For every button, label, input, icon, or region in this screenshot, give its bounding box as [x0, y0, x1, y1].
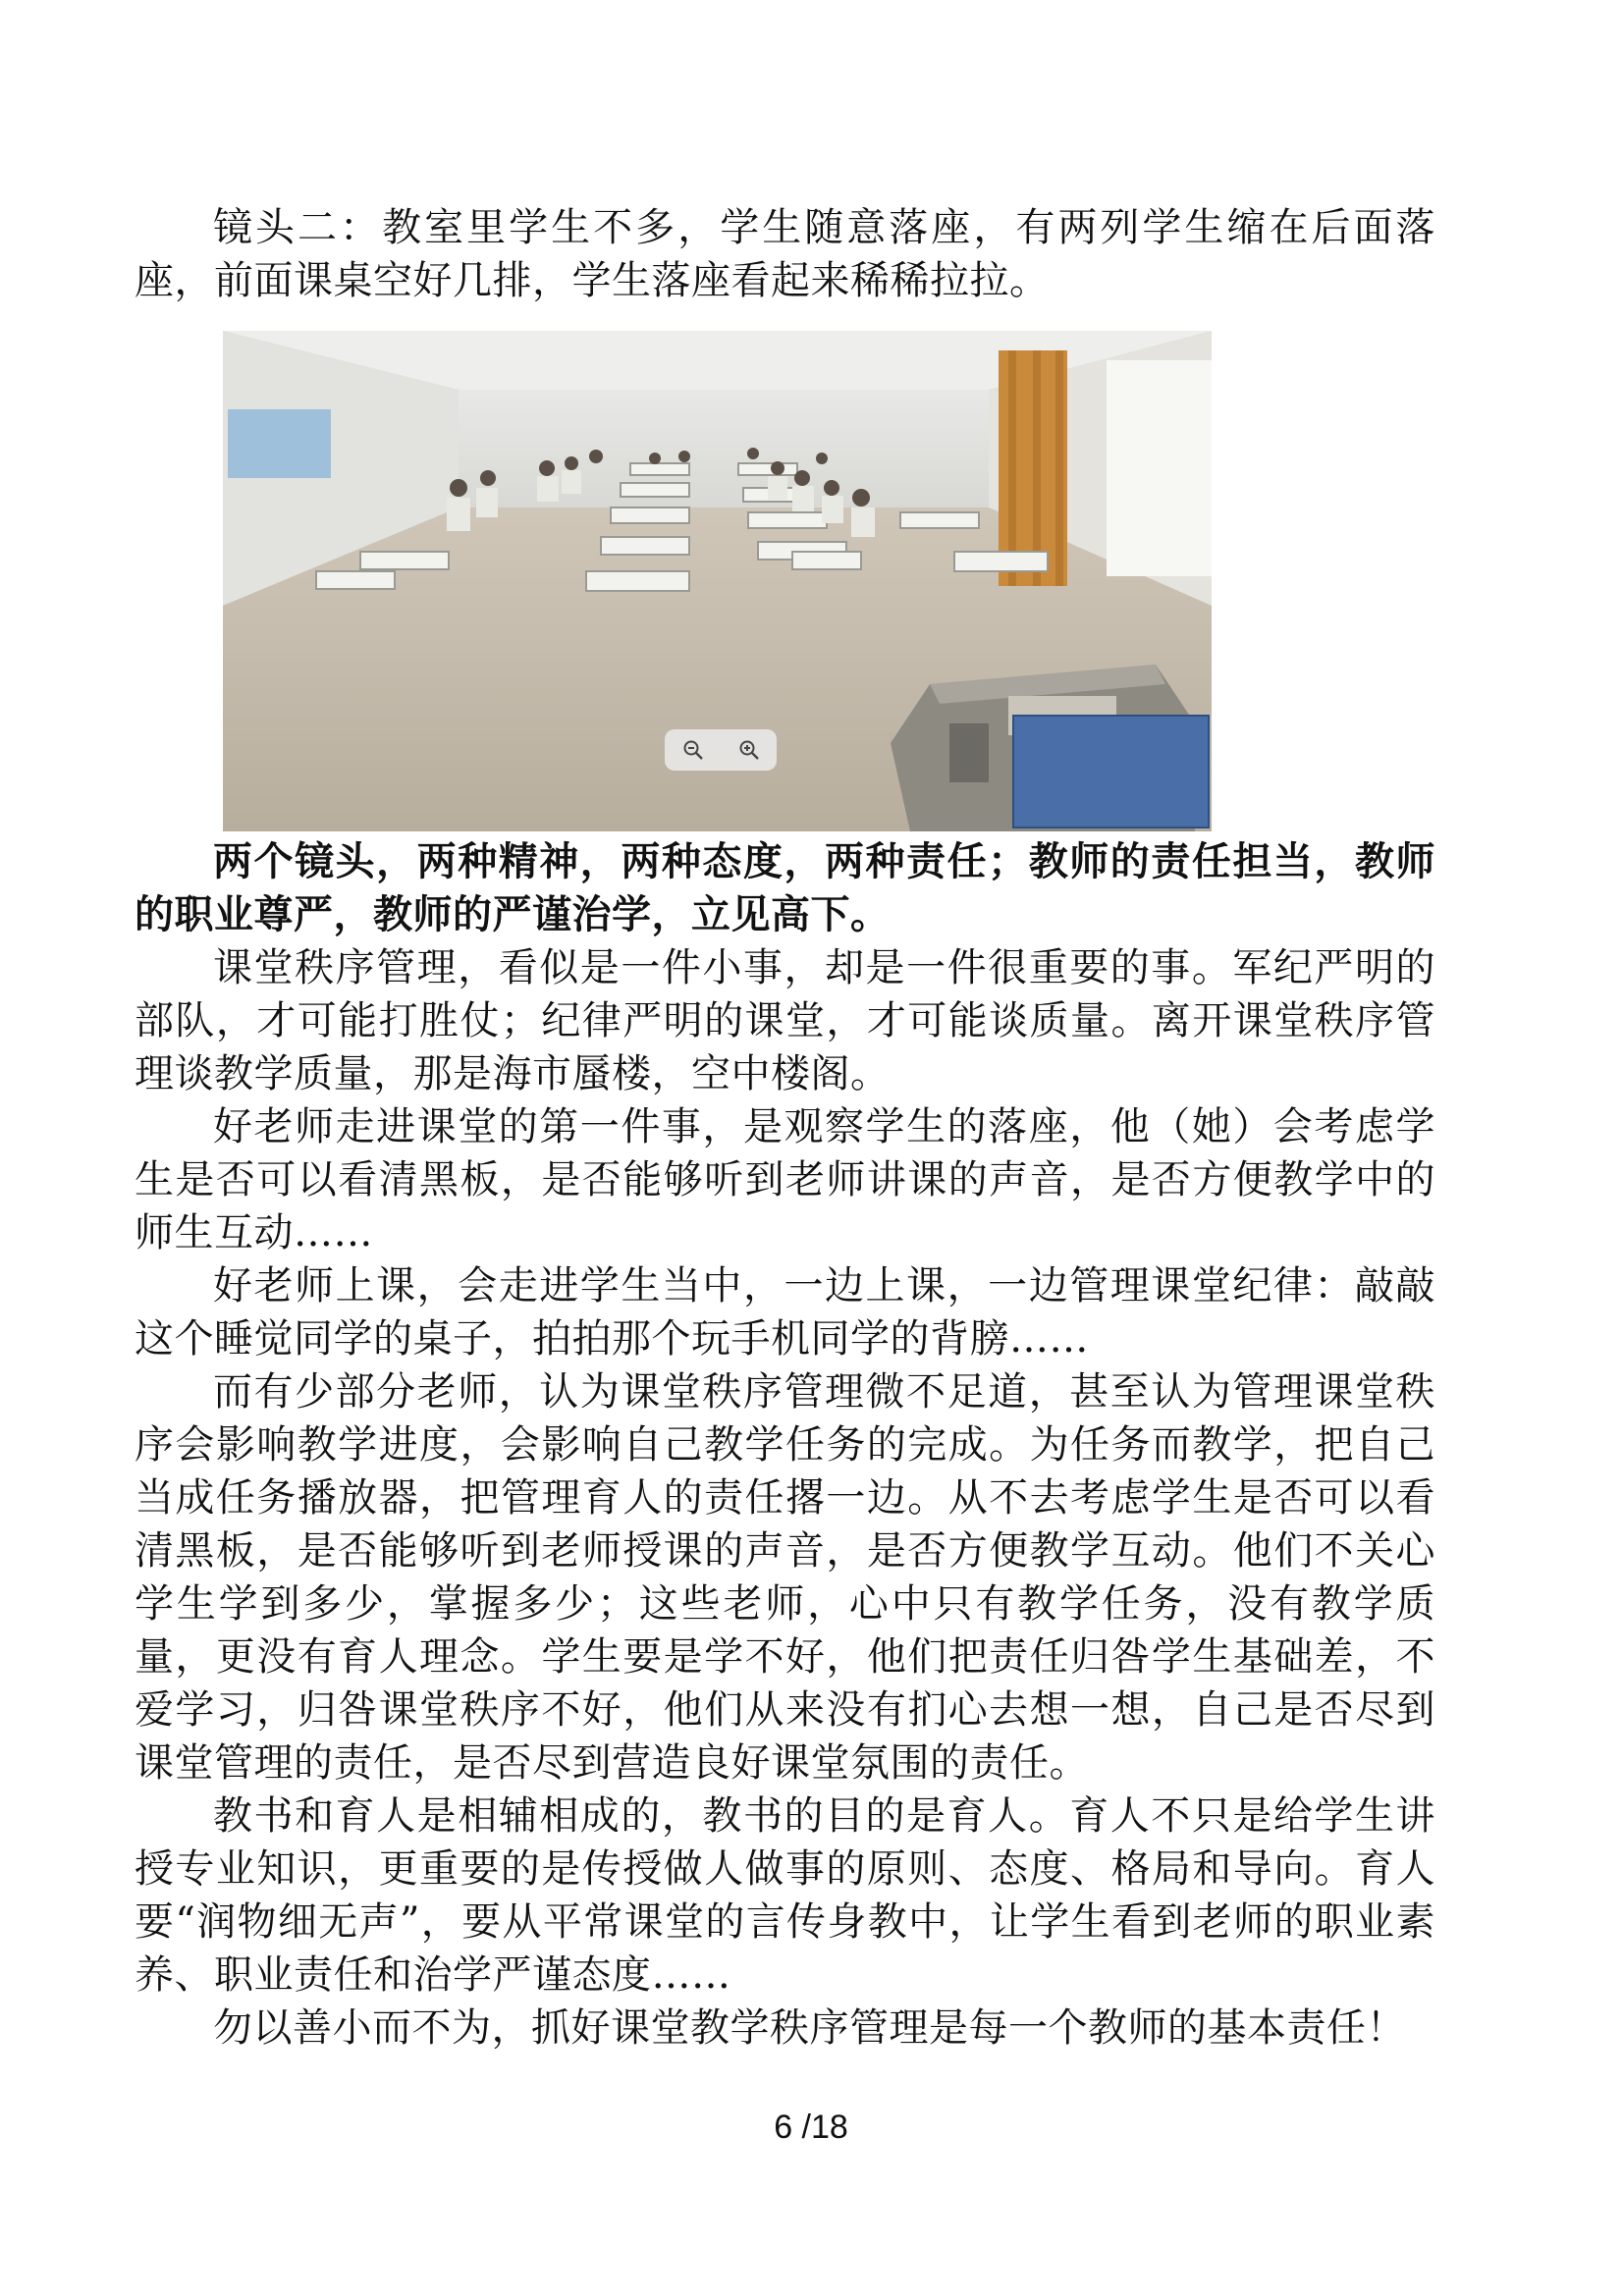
page-number: 6 /18: [774, 2109, 848, 2146]
zoom-out-button[interactable]: [678, 735, 708, 765]
zoom-in-button[interactable]: [734, 735, 764, 765]
paragraph-classroom-order: 课堂秩序管理，看似是一件小事，却是一件很重要的事。军纪严明的部队，才可能打胜仗；纪律严明的课堂，才可能谈质量。离开课堂秩序管理谈教学质量，那是海市蜃楼，空中楼阁。: [135, 945, 1435, 1096]
image-overlay-box: [1012, 715, 1210, 828]
zoom-controls: [665, 729, 777, 771]
paragraph-some-teachers: 而有少部分老师，认为课堂秩序管理微不足道，甚至认为管理课堂秩序会影响教学进度，会影响自己教学任务的完成。为任务而教学，把自己当成任务播放器，把管理育人的责任撂一边。从不去考虑学生是否可以看清黑板，是否能够听到老师授课的声音，是否方便教学互动。他们不关心学生学到多少，掌握多少；这些老师，心中只有教学任务，没有教学质量，更没有育人理念。学生要是学不好，他们把责任归咎学生基础差，不爱学习，归咎课堂秩序不好，他们从来没有扪心去想一想，自己是否尽到课堂管理的责任，是否尽到营造良好课堂氛围的责任。: [135, 1369, 1435, 1786]
paragraph-good-teacher-seating: 好老师走进课堂的第一件事，是观察学生的落座，他（她）会考虑学生是否可以看清黑板，是否能够听到老师讲课的声音，是否方便教学中的师生互动……: [135, 1104, 1435, 1255]
paragraph-two-shots-summary: 两个镜头，两种精神，两种态度，两种责任；教师的责任担当，教师的职业尊严，教师的严谨治学，立见高下。: [135, 838, 1435, 937]
zoom-in-icon: [738, 739, 760, 761]
paragraph-good-teacher-discipline: 好老师上课，会走进学生当中，一边上课，一边管理课堂纪律：敲敲这个睡觉同学的桌子，拍拍那个玩手机同学的背膀……: [135, 1263, 1435, 1362]
paragraph-shot-two: 镜头二：教室里学生不多，学生随意落座，有两列学生缩在后面落座，前面课桌空好几排，学生落座看起来稀稀拉拉。: [135, 205, 1435, 303]
paragraph-conclusion: 勿以善小而不为，抓好课堂教学秩序管理是每一个教师的基本责任！: [213, 2005, 1406, 2051]
zoom-out-icon: [682, 739, 704, 761]
classroom-photo: [223, 331, 1212, 831]
paragraph-teaching-and-education: 教书和育人是相辅相成的，教书的目的是育人。育人不只是给学生讲授专业知识，更重要的是传授做人做事的原则、态度、格局和导向。育人要“润物细无声”，要从平常课堂的言传身教中，让学生看到老师的职业素养、职业责任和治学严谨态度……: [135, 1793, 1435, 1998]
